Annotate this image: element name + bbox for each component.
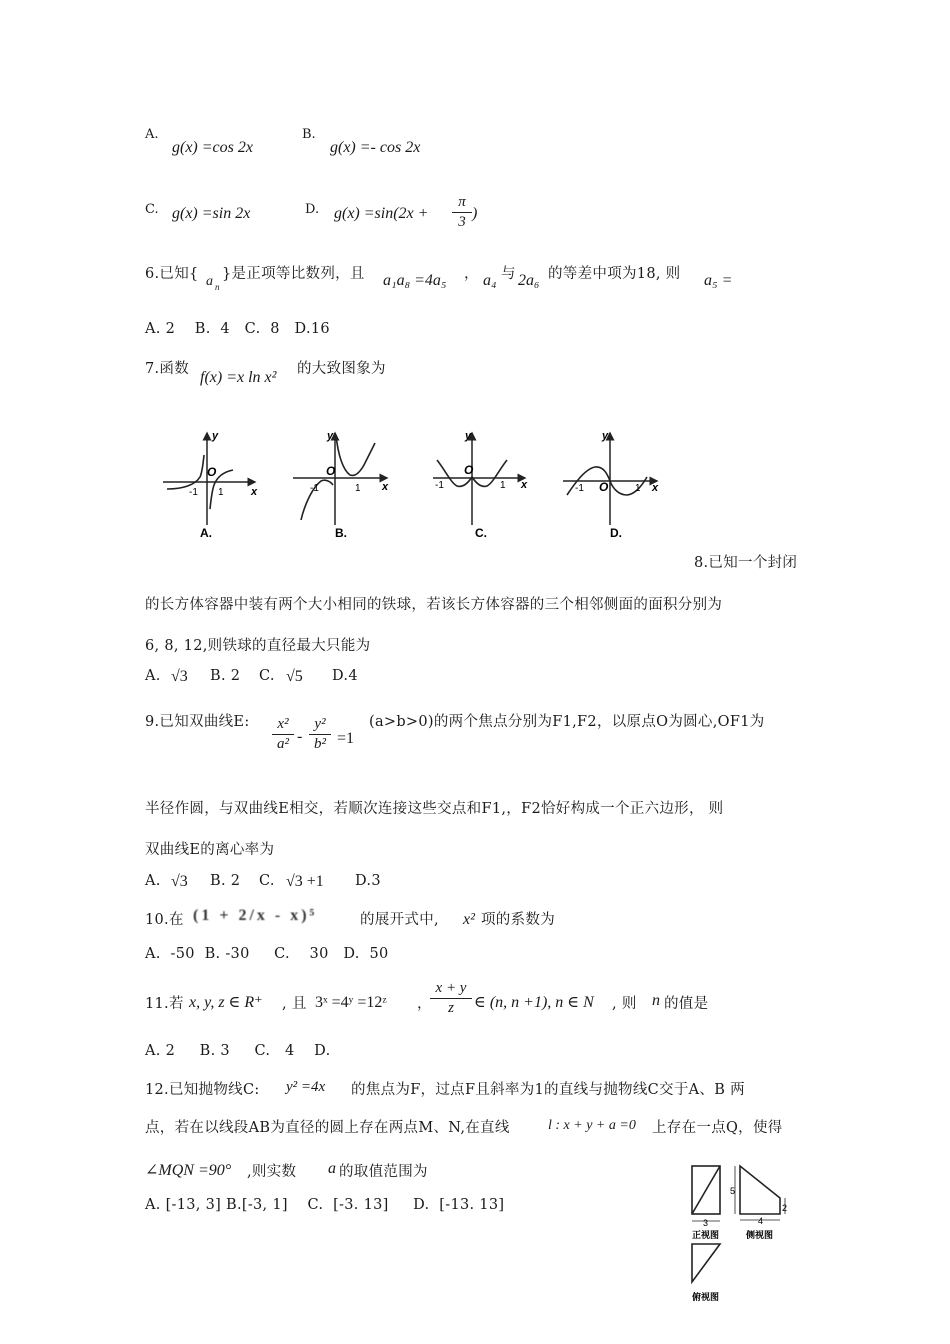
q7-graph-b xyxy=(293,430,389,540)
q6-expr-2: a₄ xyxy=(483,272,497,289)
q7-text-1: 7.函数 xyxy=(145,361,190,377)
q7-graph-a-neg-one: -1 xyxy=(189,487,198,498)
q11-text-3: , 则 xyxy=(612,996,637,1012)
q7-expr: f(x) =x ln x² xyxy=(200,369,277,386)
front-view-dim-3: 3 xyxy=(703,1218,709,1228)
q10-text-1: 10.在 xyxy=(145,912,184,928)
q7-graph-b-pos-one: 1 xyxy=(355,483,361,494)
q5-option-a-label: A. xyxy=(145,127,159,142)
q9-line-3: 双曲线E的离心率为 xyxy=(145,842,275,858)
q6-options: A. 2 B. 4 C. 8 D.16 xyxy=(145,321,330,337)
q9-option-c-value: √3 +1 xyxy=(286,873,324,890)
q5-option-c-expr: g(x) =sin 2x xyxy=(172,205,251,222)
q6-sub-a: a xyxy=(206,274,213,289)
q12-expr-2: l : x + y + a =0 xyxy=(548,1118,636,1133)
q5-option-b-expr: g(x) =- cos 2x xyxy=(330,139,421,156)
q10-garbled-expression: (1 + 2/x - x)⁵ xyxy=(193,907,318,924)
q7-graph-c-origin: O xyxy=(464,463,474,477)
q9-line-2: 半径作圆，与双曲线E相交，若顺次连接这些交点和F1,，F2恰好构成一个正六边形， 则 xyxy=(145,801,724,817)
q12-line-2a: 点，若在以线段AB为直径的圆上存在两点M、N,在直线 xyxy=(145,1120,510,1136)
top-view-label: 俯视图 xyxy=(692,1292,720,1302)
q7-graph-a-y-label: y xyxy=(212,430,219,442)
q7-graph-c-y-label: y xyxy=(465,430,472,442)
q9-frac-x-den: a² xyxy=(277,736,289,752)
q12-a: a xyxy=(328,1160,336,1177)
q11-expr-1: x, y, z ∈ R⁺ xyxy=(189,994,263,1011)
q7-graph-c-caption: C. xyxy=(475,526,487,540)
q12-text-2: 的焦点为F，过点F且斜率为1的直线与抛物线C交于A、B 两 xyxy=(351,1082,745,1098)
q6-comma: ， xyxy=(464,266,479,282)
q10-text-2: 的展开式中, xyxy=(360,912,439,928)
q12-line-3a: ,则实数 xyxy=(247,1164,297,1180)
q11-text-1: 11.若 xyxy=(145,996,184,1012)
q10-options: A. -50 B. -30 C. 30 D. 50 xyxy=(145,946,389,962)
q8-line-1: 8.已知一个封闭 xyxy=(694,555,798,571)
q10-text-3: 项的系数为 xyxy=(481,912,555,928)
q6-expr-3: 2a₆ xyxy=(518,272,540,289)
q7-graph-d xyxy=(563,430,659,540)
q11-text-4: 的值是 xyxy=(664,996,709,1012)
q5-option-d-frac-num: π xyxy=(452,194,472,213)
q7-graph-b-neg-one: -1 xyxy=(310,483,319,494)
q8-line-3: 6, 8, 12,则铁球的直径最大只能为 xyxy=(145,638,371,654)
q8-option-c-value: √5 xyxy=(286,668,303,685)
q7-graph-d-pos-one: 1 xyxy=(635,483,641,494)
q7-graph-b-curve-right xyxy=(336,435,375,475)
q8-option-d: D.4 xyxy=(332,668,358,684)
q8-option-a-value: √3 xyxy=(171,668,188,685)
q10-expr: x² xyxy=(463,911,475,928)
q8-option-a-label: A. xyxy=(145,668,161,684)
three-view-figure xyxy=(680,1160,810,1305)
q7-graph-c-x-label: x xyxy=(521,479,528,491)
q7-graph-b-origin: O xyxy=(326,464,336,478)
q5-option-d-fraction xyxy=(452,194,472,231)
side-view-dim-5: 5 xyxy=(730,1186,736,1196)
q6-expr-1: a₁a₈ =4a₅ xyxy=(383,272,447,289)
q7-graph-c-pos-one: 1 xyxy=(500,480,506,491)
side-view-dim-2: 2 xyxy=(782,1203,788,1213)
side-view xyxy=(730,1166,787,1240)
q9-frac-y-den: b² xyxy=(314,736,326,752)
q7-graph-c xyxy=(433,430,528,540)
q9-frac-y-num: y² xyxy=(309,716,331,735)
q11-comma: ， xyxy=(417,996,432,1012)
q11-expr-3: ∈ (n, n +1), n ∈ N xyxy=(474,994,594,1011)
q9-fraction-y xyxy=(309,716,331,753)
q9-option-a-value: √3 xyxy=(171,873,188,890)
q5-option-d-expr-post: ) xyxy=(472,205,478,222)
q7-graphs xyxy=(155,425,675,550)
q8-option-b: B. 2 xyxy=(210,668,241,684)
q9-option-a-label: A. xyxy=(145,873,161,889)
q9-frac-x-num: x² xyxy=(272,716,294,735)
q11-options: A. 2 B. 3 C. 4 D. xyxy=(145,1043,331,1059)
q5-option-a-expr: g(x) =cos 2x xyxy=(172,139,253,156)
side-view-label: 侧视图 xyxy=(746,1230,774,1240)
q7-graph-d-y-label: y xyxy=(602,430,609,442)
q12-options: A. [-13, 3] B.[-3, 1] C. [-3. 13] D. [-13. 13] xyxy=(145,1197,505,1213)
q7-graph-d-caption: D. xyxy=(610,526,622,540)
q7-graph-b-y-label: y xyxy=(327,430,334,442)
q7-text-2: 的大致图象为 xyxy=(297,361,386,377)
q5-option-d-frac-den: 3 xyxy=(458,214,466,230)
q9-equals-one: =1 xyxy=(337,730,355,747)
q7-graph-c-neg-one: -1 xyxy=(435,480,444,491)
q11-text-2: , 且 xyxy=(282,996,307,1012)
q8-option-c-label: C. xyxy=(259,668,275,684)
side-view-dim-4: 4 xyxy=(758,1216,764,1226)
q7-graph-d-origin: O xyxy=(599,480,609,494)
q7-graph-a-caption: A. xyxy=(200,526,212,540)
q5-option-c-label: C. xyxy=(145,202,159,217)
front-view xyxy=(692,1166,720,1240)
q6-text-4: 的等差中项为18, 则 xyxy=(548,266,681,282)
q9-option-c-label: C. xyxy=(259,873,275,889)
q5-option-b-label: B. xyxy=(302,127,316,142)
q7-graph-b-x-label: x xyxy=(382,481,389,493)
q12-line-3b: 的取值范围为 xyxy=(339,1164,428,1180)
q7-graph-a xyxy=(163,430,258,540)
q6-text-3: 与 xyxy=(501,266,516,282)
q11-fraction xyxy=(430,980,472,1017)
q7-graph-a-x-label: x xyxy=(251,486,258,498)
q5-option-d-expr-pre: g(x) =sin(2x + xyxy=(334,205,429,222)
q7-graph-d-neg-one: -1 xyxy=(575,483,584,494)
q9-fraction-x xyxy=(272,716,294,753)
q9-text-1: 9.已知双曲线E: xyxy=(145,714,250,730)
q9-text-2: (a>b>0)的两个焦点分别为F1,F2，以原点O为圆心,OF1为 xyxy=(369,714,765,730)
front-view-label: 正视图 xyxy=(692,1230,720,1240)
q7-graph-a-curve-left xyxy=(167,455,204,489)
q12-expr-1: y² =4x xyxy=(286,1079,326,1095)
q12-expr-3: ∠MQN =90° xyxy=(145,1162,232,1179)
q7-graph-d-x-label: x xyxy=(652,482,659,494)
q7-graph-a-origin: O xyxy=(207,465,217,479)
q6-expr-4: a₅ = xyxy=(704,272,733,289)
q9-option-d: D.3 xyxy=(355,873,381,889)
q11-frac-den: z xyxy=(448,1000,454,1016)
q11-n: n xyxy=(652,992,660,1009)
q8-line-2: 的长方体容器中装有两个大小相同的铁球，若该长方体容器的三个相邻侧面的面积分别为 xyxy=(145,597,723,613)
q11-expr-2: 3ˣ =4ʸ =12ᶻ xyxy=(315,994,387,1011)
q5-option-d-label: D. xyxy=(305,202,320,217)
q9-option-b: B. 2 xyxy=(210,873,241,889)
q7-graph-a-pos-one: 1 xyxy=(218,487,224,498)
q6-text-1: 6.已知{ xyxy=(145,266,199,282)
top-view xyxy=(692,1244,720,1302)
q12-text-1: 12.已知抛物线C: xyxy=(145,1082,260,1098)
q12-line-2b: 上存在一点Q，使得 xyxy=(652,1120,783,1136)
q6-sub-n: n xyxy=(215,282,220,292)
q7-graph-b-caption: B. xyxy=(335,526,347,540)
q9-minus: - xyxy=(297,728,303,745)
q6-text-2: }是正项等比数列，且 xyxy=(222,266,365,282)
q11-frac-num: x + y xyxy=(430,980,472,999)
